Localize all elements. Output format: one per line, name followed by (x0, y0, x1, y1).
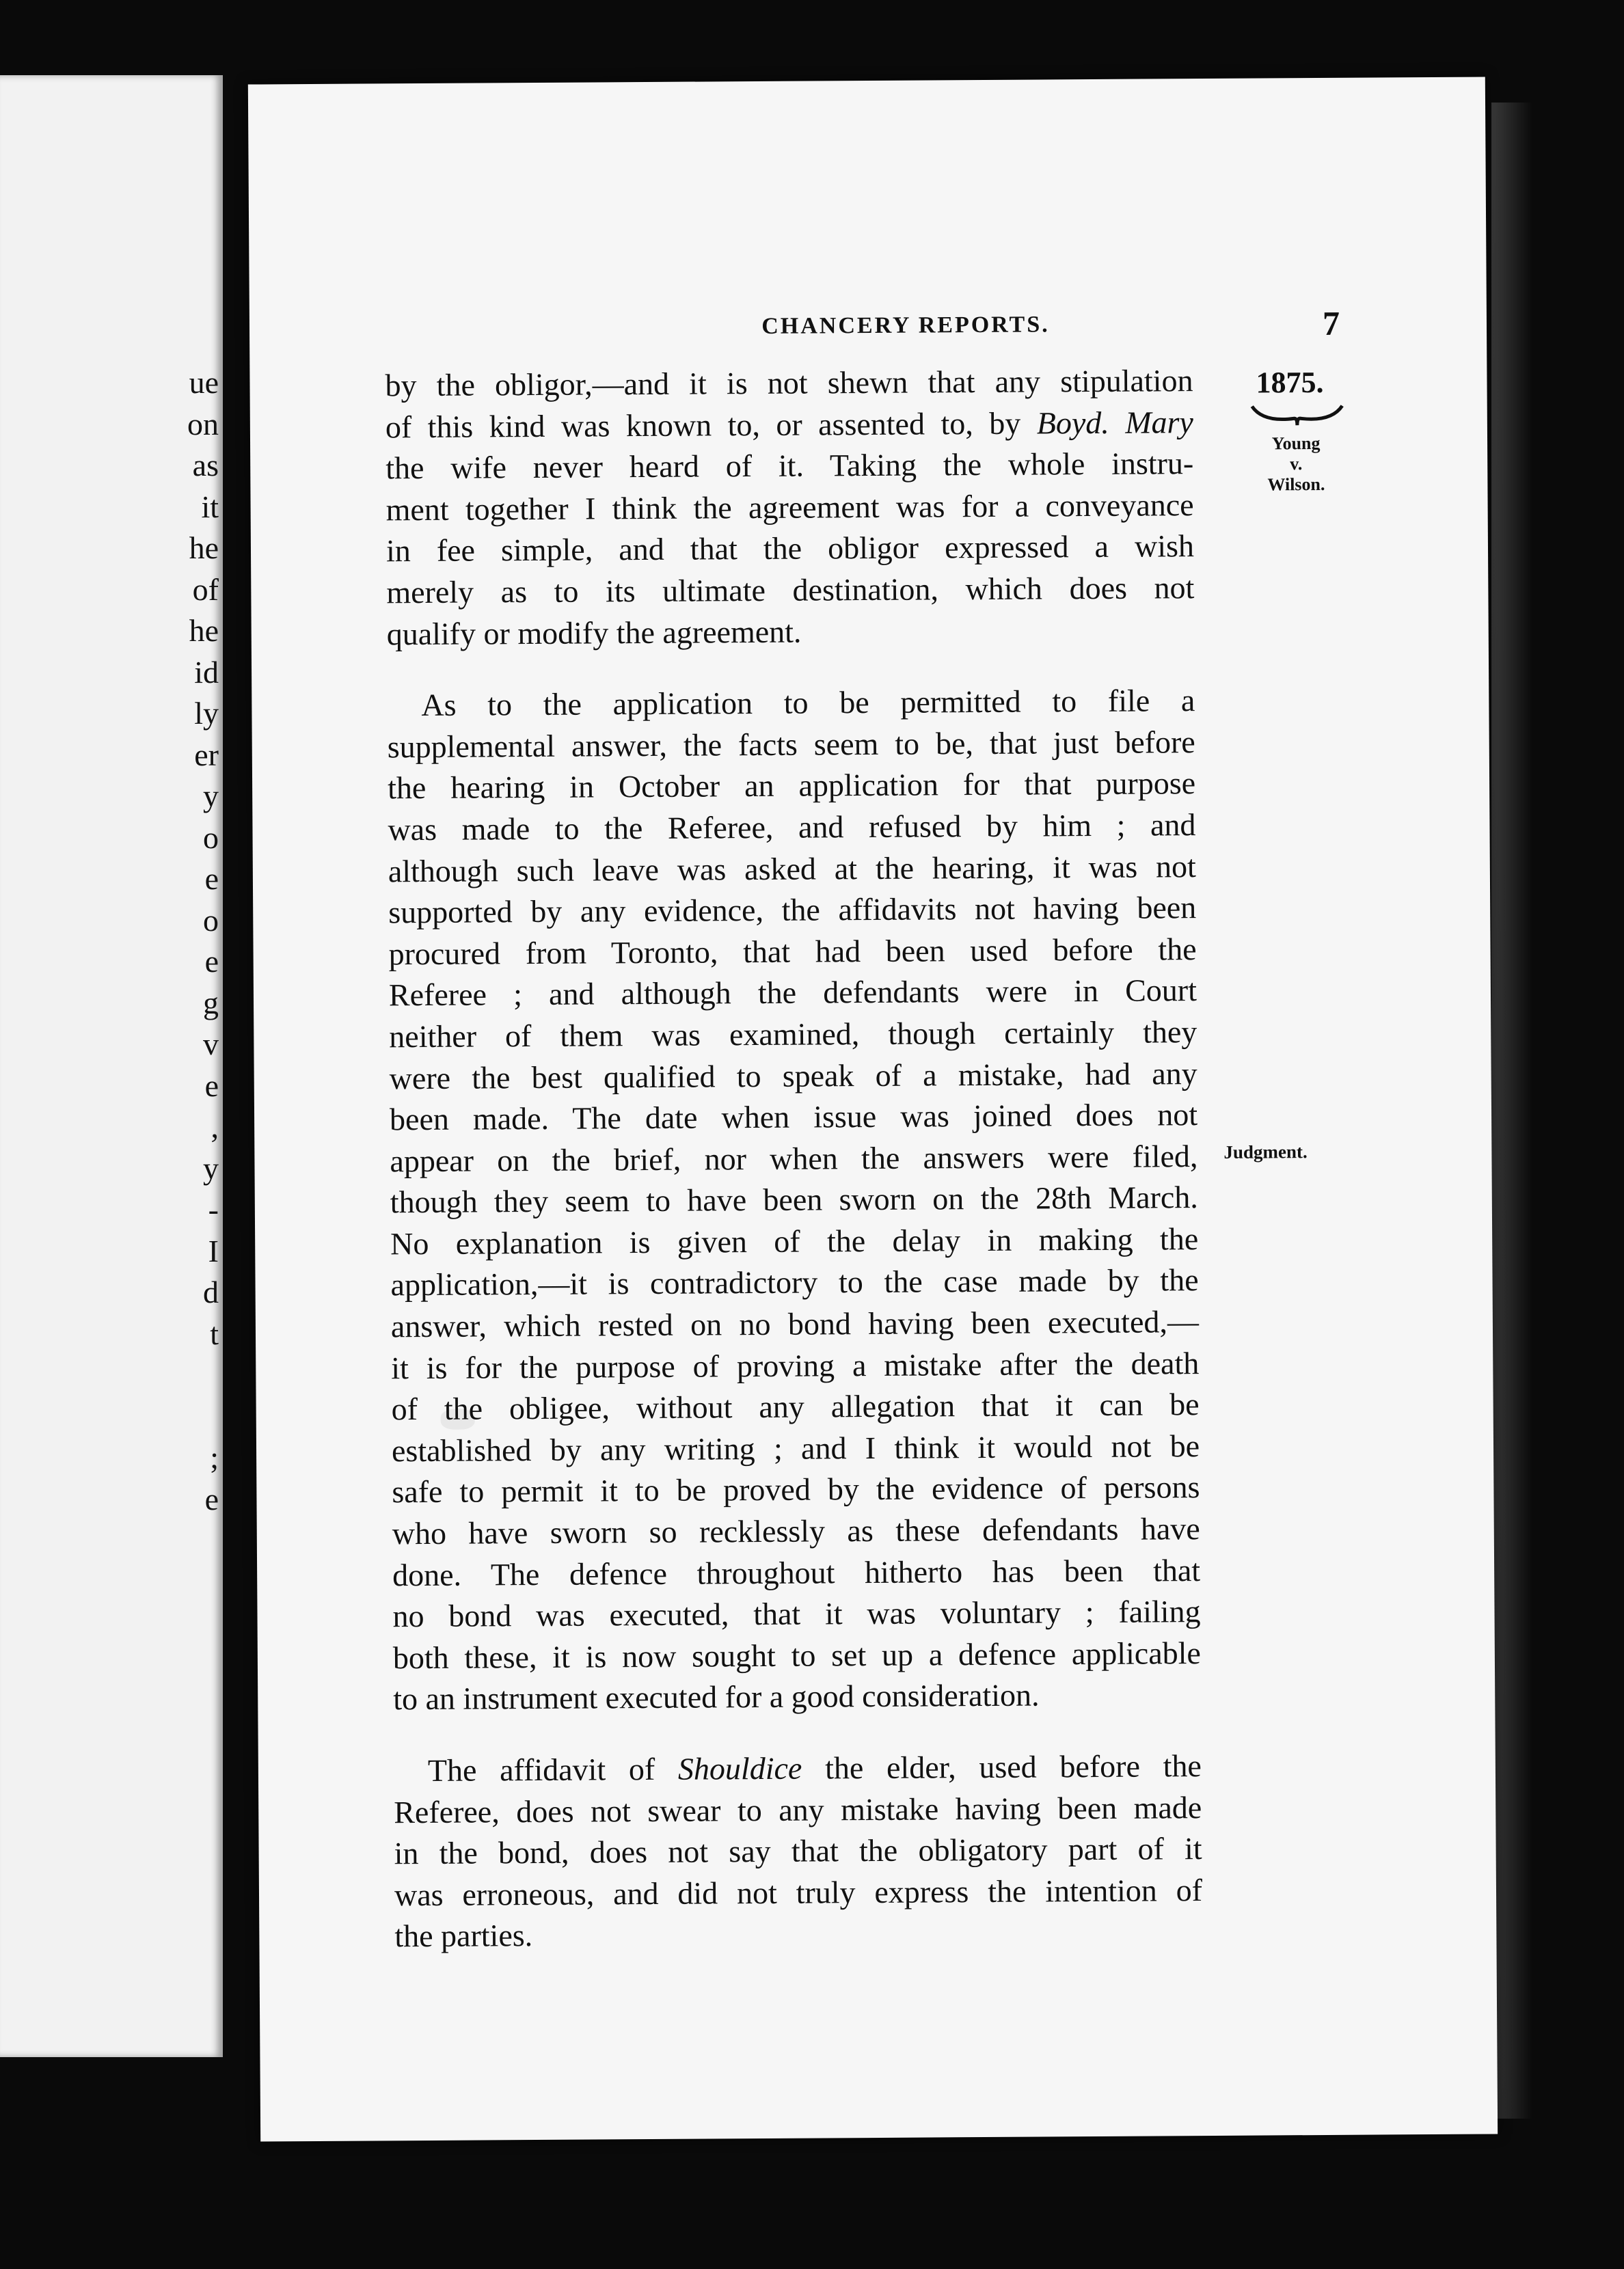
running-head: CHANCERY REPORTS. (761, 312, 1050, 339)
text-line (387, 680, 1195, 726)
text-line (385, 402, 1193, 448)
page-edge-shadow (1491, 103, 1532, 2119)
left-fragment: y (203, 778, 219, 813)
text-line: the wife never heard of it. Taking the whole instru- (385, 446, 1194, 486)
left-fragment: d (203, 1275, 219, 1309)
text-line: answer, which rested on no bond having been executed,— (390, 1304, 1200, 1344)
text-line: established by any writing ; and I think it would not be (391, 1428, 1200, 1469)
margin-year: 1875. (1256, 365, 1324, 400)
text-line: procured from Toronto, that had been used before the (388, 931, 1197, 972)
italic-name: Boyd. Mary (1036, 404, 1194, 441)
text-line: appear on the brief, nor when the answers were filed, (390, 1138, 1198, 1179)
left-fragment: ly (194, 696, 219, 731)
left-fragment: v (203, 1027, 219, 1061)
text-line: was made to the Referee, and refused by him ; and (388, 807, 1196, 847)
text-line (394, 1745, 1202, 1792)
body-text (385, 360, 1202, 1957)
text-line: supported by any evidence, the affidavits not having been (388, 890, 1197, 930)
left-fragment: I (208, 1233, 219, 1268)
left-fragment: it (201, 489, 219, 524)
left-fragment: he (189, 613, 219, 648)
text-line: though they seem to have been sworn on the 28th March. (390, 1180, 1198, 1220)
report-page (248, 77, 1498, 2141)
left-fragment: e (204, 1481, 219, 1517)
paragraph-2 (387, 680, 1201, 1720)
left-fragment: id (194, 654, 219, 690)
left-page-text-fragments (150, 362, 219, 1520)
italic-name: Shouldice (677, 1750, 802, 1786)
margin-case-plaintiff: Young (1271, 433, 1321, 454)
text-line: of the obligee, without any allegation that it can be (391, 1387, 1200, 1427)
text-line: Referee, does not swear to any mistake having been made (394, 1789, 1202, 1830)
text-line: neither of them was examined, though certainly they (389, 1014, 1197, 1055)
text-line: although such leave was asked at the hearing, it was not (388, 848, 1196, 888)
text-line: Referee ; and although the defendants were in Court (388, 973, 1197, 1013)
text-line: supplemental answer, the facts seem to be, that just before (387, 724, 1195, 765)
text-line: done. The defence throughout hitherto has been that (392, 1552, 1201, 1592)
text-line: the hearing in October an application for that purpose (387, 765, 1196, 806)
text-line: ment together I think the agreement was for a conveyance (385, 487, 1194, 528)
left-fragment: ; (210, 1440, 219, 1475)
text-line: was erroneous, and did not truly express the intention of (394, 1872, 1203, 1913)
left-page-edge (0, 75, 223, 2057)
text-line: in the bond, does not say that the obligatory part of it (394, 1831, 1202, 1871)
text-line: merely as to its ultimate destination, which does not (386, 570, 1195, 610)
left-fragment: o (203, 902, 219, 938)
left-fragment (150, 1355, 219, 1396)
page-number: 7 (1322, 303, 1340, 342)
text-line: application,—it is contradictory to the case made by the (390, 1262, 1199, 1303)
text-line: been made. The date when issue was joined does not (389, 1097, 1198, 1137)
left-fragment: of (192, 571, 219, 607)
margin-case-defendant: Wilson. (1267, 474, 1325, 495)
left-fragment: , (211, 1109, 219, 1144)
left-fragment (150, 1396, 219, 1438)
margin-case-versus: v. (1290, 454, 1303, 474)
margin-brace-icon (1249, 402, 1345, 430)
left-fragment: as (192, 448, 219, 483)
left-fragment: e (204, 944, 219, 979)
text-line: were the best qualified to speak of a mistake, had any (389, 1055, 1197, 1096)
left-fragment: on (187, 406, 219, 441)
left-fragment: - (208, 1192, 219, 1227)
text-span: the elder, used before the (802, 1748, 1202, 1786)
text-line: no bond was executed, that it was voluntary ; failing (392, 1594, 1201, 1634)
left-fragment: o (203, 819, 219, 855)
text-span: of this kind was known to, or assented to, by (385, 405, 1037, 444)
text-line: it is for the purpose of proving a mistake after the death (391, 1345, 1200, 1385)
paragraph-1 (385, 360, 1195, 655)
left-fragment: ue (189, 365, 219, 400)
left-fragment: y (203, 1150, 219, 1186)
text-line: to an instrument executed for a good consideration. (393, 1677, 1040, 1717)
left-fragment: he (189, 530, 219, 565)
text-line: who have sworn so recklessly as these defendants have (392, 1511, 1200, 1551)
text-line: the parties. (394, 1918, 533, 1954)
paragraph-3 (394, 1745, 1203, 1957)
text-line: safe to permit it to be proved by the evidence of persons (392, 1469, 1200, 1510)
text-line: No explanation is given of the delay in making the (390, 1221, 1199, 1262)
left-fragment: e (204, 861, 219, 896)
text-line: qualify or modify the agreement. (386, 614, 802, 651)
left-fragment: t (210, 1316, 219, 1351)
margin-case-name (1255, 433, 1338, 495)
left-fragment: g (203, 985, 219, 1020)
text-line: by the obligor,—and it is not shewn that any stipulation (385, 363, 1193, 403)
text-line: in fee simple, and that the obligor expressed a wish (385, 528, 1195, 569)
margin-judgment: Judgment. (1223, 1141, 1308, 1163)
text-span: The affidavit of (427, 1751, 679, 1788)
left-fragment: e (204, 1068, 219, 1103)
left-fragment: er (194, 737, 219, 772)
text-line: both these, it is now sought to set up a defence applicable (392, 1635, 1202, 1676)
text-span: As to the application to be permitted to file a (421, 683, 1195, 723)
